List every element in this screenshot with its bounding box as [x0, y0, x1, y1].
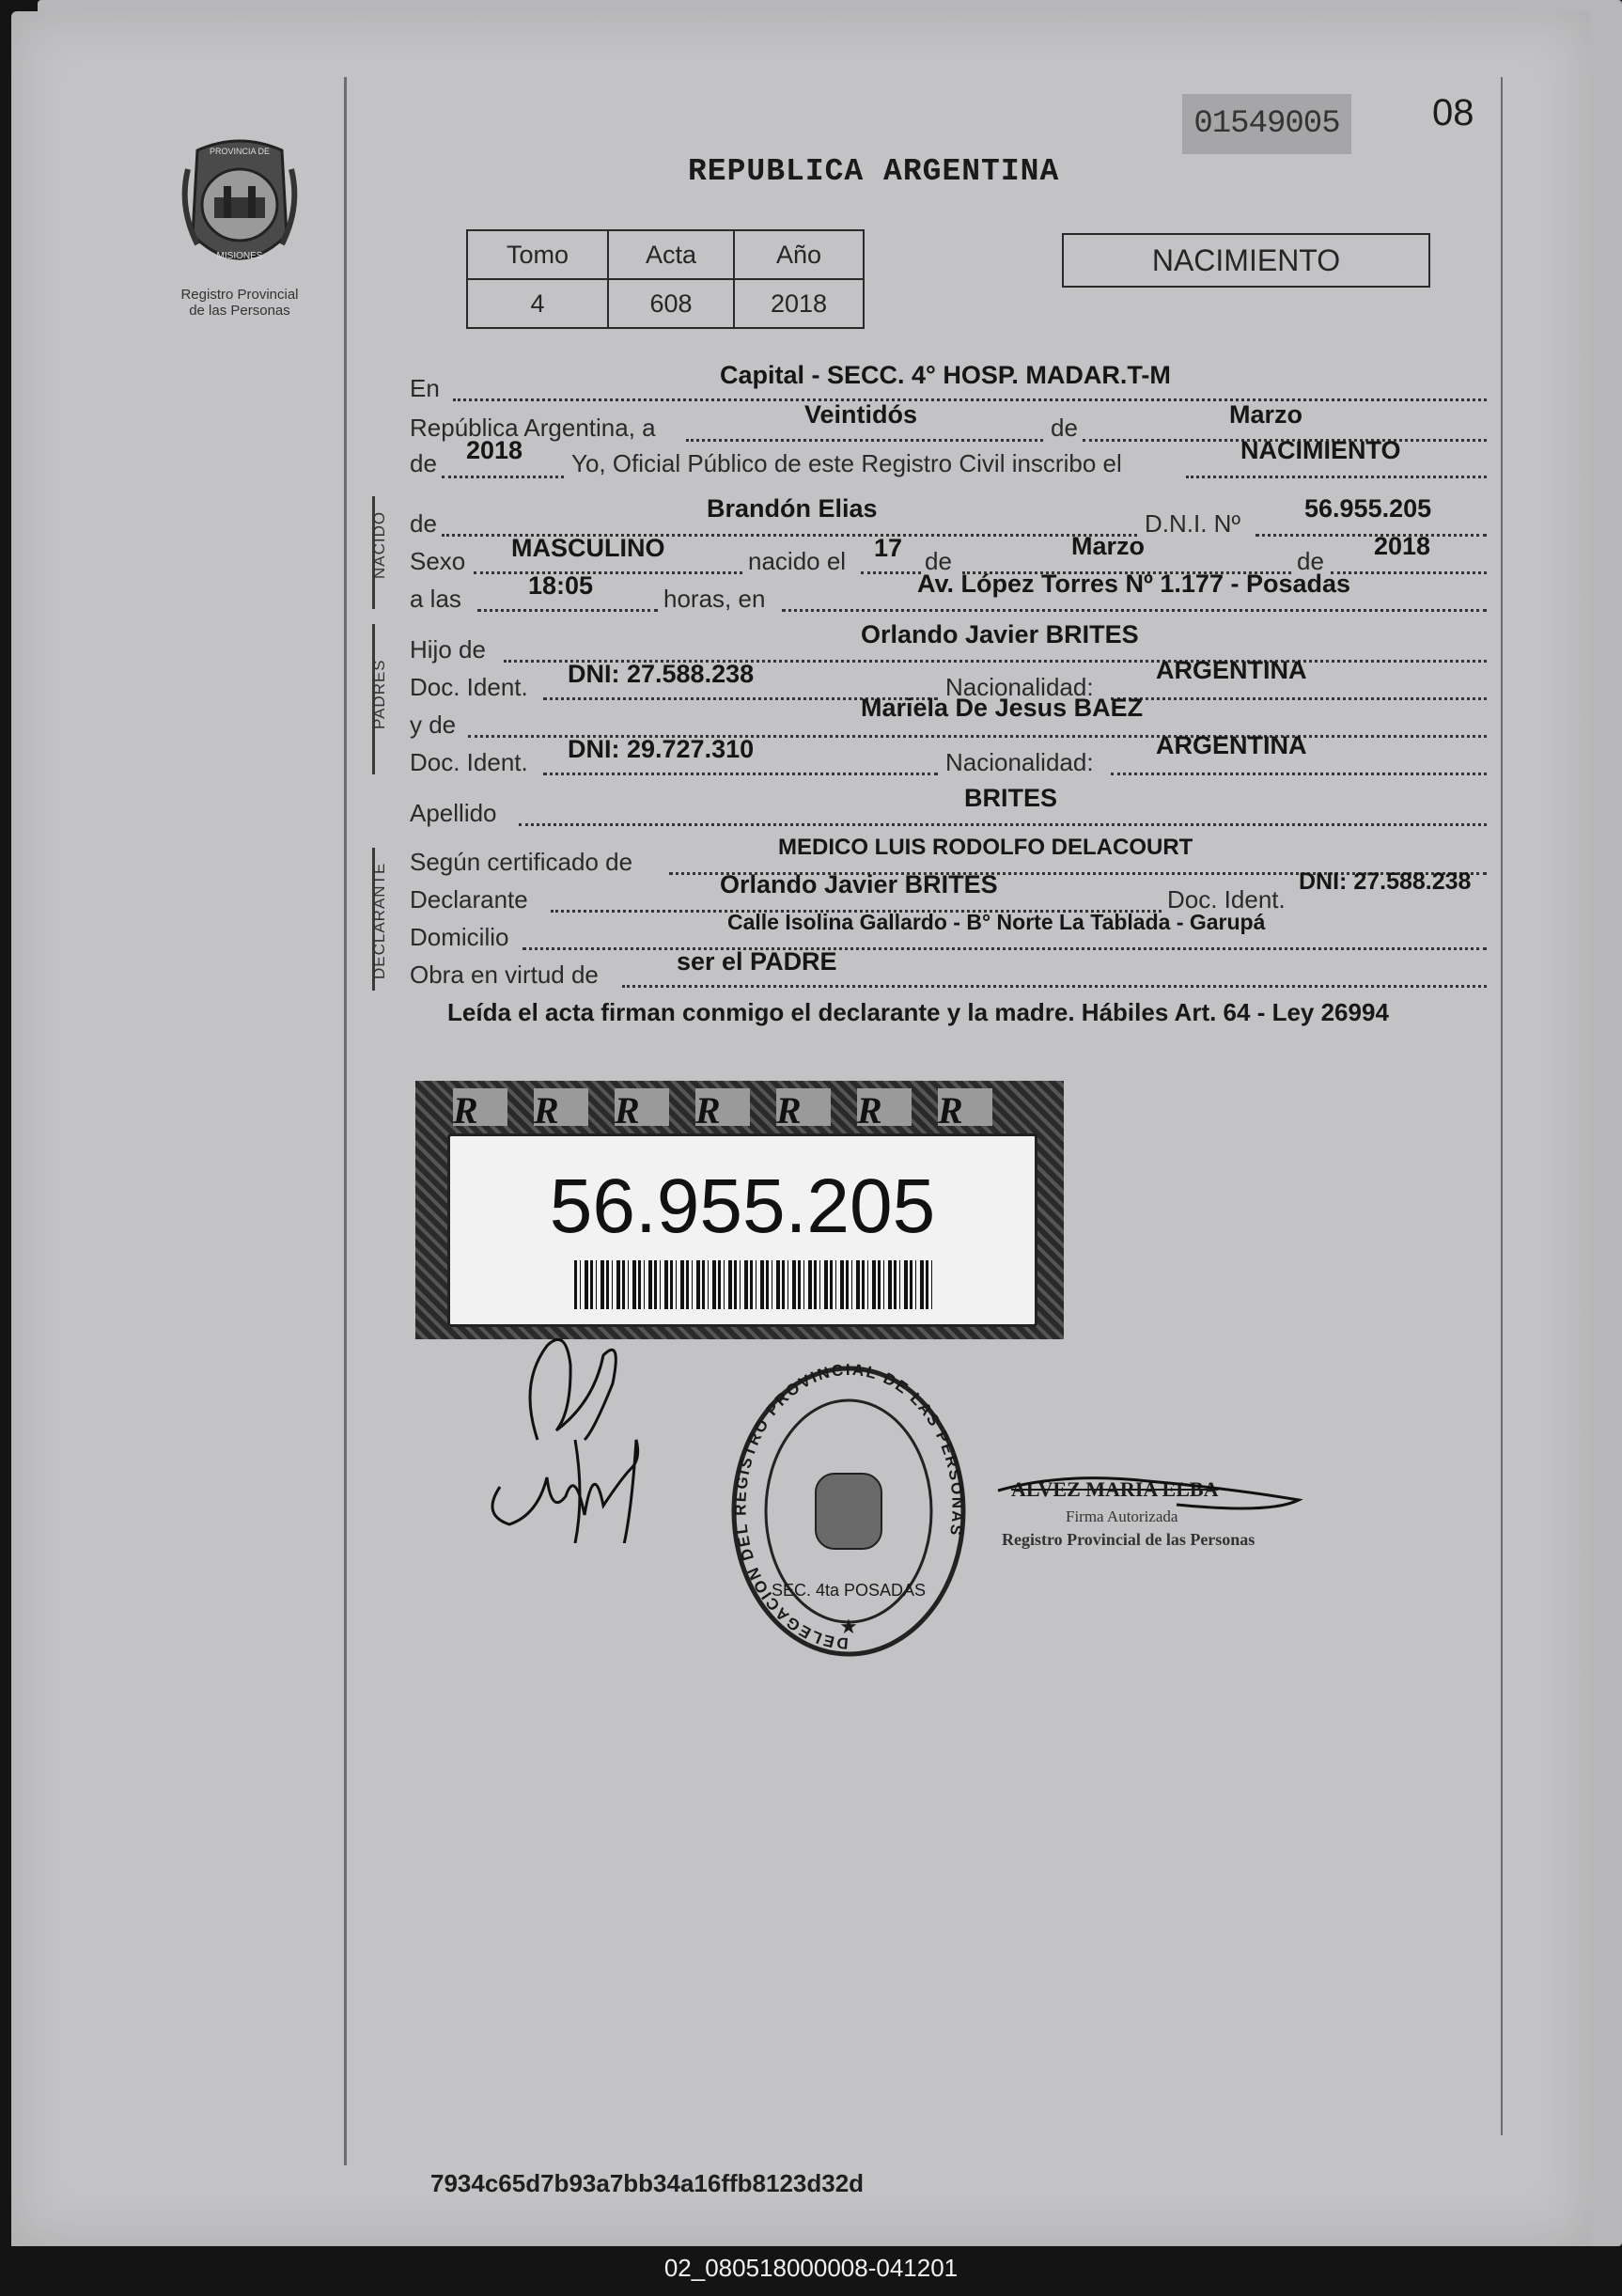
closing-note: Leída el acta firman conmigo el declarante y la madre. Hábiles Art. 64 - Ley 26994: [447, 998, 1389, 1026]
month-de-label: de: [1051, 414, 1078, 442]
name-value: Brandón Elias: [707, 494, 878, 523]
place-dotted-line: [782, 609, 1487, 612]
en-dotted-line: [453, 398, 1487, 401]
r-pattern-letter: R: [615, 1089, 672, 1132]
r-pattern-row: [453, 1088, 1019, 1132]
nacido-el-label: nacido el: [748, 547, 847, 575]
barcode-icon: [574, 1260, 936, 1309]
provincial-registry-logo: [160, 132, 320, 319]
declarante-value: Orlando Javier BRITES: [720, 870, 998, 898]
document-title: REPUBLICA ARGENTINA: [688, 154, 1060, 189]
mother-doc-dotted-line: [543, 773, 938, 775]
apellido-dotted-line: [519, 823, 1487, 826]
father-nac-dotted-line: [1111, 697, 1487, 700]
dni-value: 56.955.205: [1304, 494, 1432, 523]
y-de-label: y de: [410, 711, 457, 739]
r-pattern-letter: R: [938, 1089, 995, 1132]
oficial-label: Yo, Oficial Público de este Registro Civil inscribo el: [571, 449, 1122, 477]
document-hash: 7934c65d7b93a7bb34a16ffb8123d32d: [430, 2169, 865, 2197]
day-dotted-line: [686, 439, 1043, 442]
registry-header-ano: Año: [734, 230, 864, 279]
year-de-label: de: [410, 449, 437, 477]
seal-star-icon: ★: [839, 1615, 858, 1638]
declarant-signature-icon: [481, 1327, 688, 1543]
dni-sticker-inner: [447, 1133, 1037, 1327]
official-name: ALVEZ MARIA ELBA: [1011, 1477, 1219, 1501]
father-doc-label: Doc. Ident.: [410, 673, 528, 701]
republica-label: República Argentina, a: [410, 414, 656, 442]
a-las-label: a las: [410, 585, 461, 613]
r-pattern-letter: R: [776, 1089, 834, 1132]
registry-header-tomo: Tomo: [467, 230, 608, 279]
official-organization: Registro Provincial de las Personas: [1002, 1530, 1255, 1549]
padres-section-label: PADRES: [370, 659, 388, 729]
registry-value-ano: 2018: [734, 279, 864, 328]
en-label: En: [410, 374, 440, 402]
official-role: Firma Autorizada: [1066, 1507, 1178, 1525]
r-pattern-letter: R: [534, 1089, 591, 1132]
month-value: Marzo: [1229, 400, 1303, 429]
mother-nac-dotted-line: [1111, 773, 1487, 775]
dni-dotted-line: [1255, 534, 1487, 537]
scan-footer-id: 02_080518000008-041201: [663, 2254, 959, 2282]
sexo-value: MASCULINO: [511, 534, 665, 562]
year-dotted-line: [442, 476, 564, 478]
mother-doc-value: DNI: 29.727.310: [568, 735, 755, 763]
declarante-section-label: DECLARANTE: [370, 862, 388, 979]
declarante-doc-value: DNI: 27.588.238: [1299, 868, 1472, 895]
obra-dotted-line: [622, 985, 1487, 988]
birth-year-value: 2018: [1374, 532, 1431, 560]
nacido-section-label: NACIDO: [370, 510, 388, 579]
obra-label: Obra en virtud de: [410, 961, 599, 989]
seal-inner-text: SEC. 4ta POSADAS: [771, 1581, 927, 1600]
en-value: Capital - SECC. 4° HOSP. MADAR.T-M: [720, 361, 1171, 389]
declarante-doc-label: Doc. Ident.: [1167, 885, 1286, 914]
inscribo-dotted-line: [1186, 476, 1487, 478]
horas-en-label: horas, en: [663, 585, 766, 613]
sexo-dotted-line: [474, 571, 742, 574]
obra-value: ser el PADRE: [677, 947, 837, 976]
registry-value-tomo: 4: [467, 279, 608, 328]
dni-sticker: [415, 1081, 1064, 1339]
nacido-de-label: de: [410, 509, 437, 538]
birth-month-de-label: de: [925, 547, 952, 575]
sexo-label: Sexo: [410, 547, 466, 575]
registry-header-row: [467, 230, 864, 279]
left-margin-line: [344, 77, 347, 2165]
seal-ring-text-path: DELEGACION DEL REGISTRO PROVINCIAL DE LAS PERSONAS: [731, 1361, 967, 1653]
act-type-box: NACIMIENTO: [1062, 233, 1430, 288]
domicilio-dotted-line: [522, 947, 1487, 950]
r-pattern-letter: R: [695, 1089, 753, 1132]
year-value: 2018: [466, 436, 523, 464]
birth-year-dotted-line: [1331, 571, 1487, 574]
dni-label: D.N.I. Nº: [1145, 509, 1240, 538]
right-margin-line: [1501, 77, 1503, 2135]
birth-certificate-page: [11, 11, 1590, 2246]
r-pattern-letter: R: [857, 1089, 914, 1132]
registry-header-acta: Acta: [608, 230, 734, 279]
official-seal-icon: [722, 1361, 975, 1671]
father-nac-value: ARGENTINA: [1156, 656, 1307, 684]
page-number: 08: [1432, 92, 1474, 133]
certificado-label: Según certificado de: [410, 848, 633, 876]
hijo-de-label: Hijo de: [410, 635, 486, 664]
mother-doc-label: Doc. Ident.: [410, 748, 528, 776]
declarante-label: Declarante: [410, 885, 528, 914]
domicilio-label: Domicilio: [410, 923, 509, 951]
mother-name-value: Mariela De Jesus BAEZ: [861, 694, 1144, 722]
birth-year-de-label: de: [1297, 547, 1324, 575]
mother-nac-label: Nacionalidad:: [945, 748, 1094, 776]
apellido-label: Apellido: [410, 799, 497, 827]
time-value: 18:05: [528, 571, 594, 600]
misiones-coat-of-arms-icon: [179, 132, 301, 282]
mother-nac-value: ARGENTINA: [1156, 731, 1307, 759]
registry-value-acta: 608: [608, 279, 734, 328]
birth-day-dotted-line: [861, 571, 921, 574]
logo-caption-line-1: Registro Provincial: [180, 287, 299, 303]
logo-caption-line-2: de las Personas: [189, 303, 290, 319]
time-dotted-line: [477, 609, 658, 612]
day-value: Veintidós: [804, 400, 918, 429]
control-number: 01549005: [1182, 94, 1351, 154]
place-value: Av. López Torres Nº 1.177 - Posadas: [917, 570, 1351, 598]
apellido-value: BRITES: [964, 784, 1058, 812]
inscribo-value: NACIMIENTO: [1240, 436, 1401, 464]
logo-text-top: PROVINCIA DE: [209, 147, 271, 156]
father-nac-label: Nacionalidad:: [945, 673, 1094, 701]
domicilio-value: Calle Isolina Gallardo - B° Norte La Tablada - Garupá: [727, 910, 1266, 934]
r-pattern-letter: R: [453, 1089, 510, 1132]
registry-table: [466, 229, 865, 329]
father-doc-value: DNI: 27.588.238: [568, 660, 755, 688]
logo-text-bottom: MISIONES: [216, 251, 263, 261]
birth-day-value: 17: [874, 534, 903, 562]
certificado-value: MEDICO LUIS RODOLFO DELACOURT: [778, 835, 1193, 860]
registry-value-row: [467, 279, 864, 328]
dni-sticker-number: 56.955.205: [549, 1164, 936, 1249]
birth-month-value: Marzo: [1071, 532, 1146, 560]
father-name-value: Orlando Javier BRITES: [861, 620, 1139, 648]
